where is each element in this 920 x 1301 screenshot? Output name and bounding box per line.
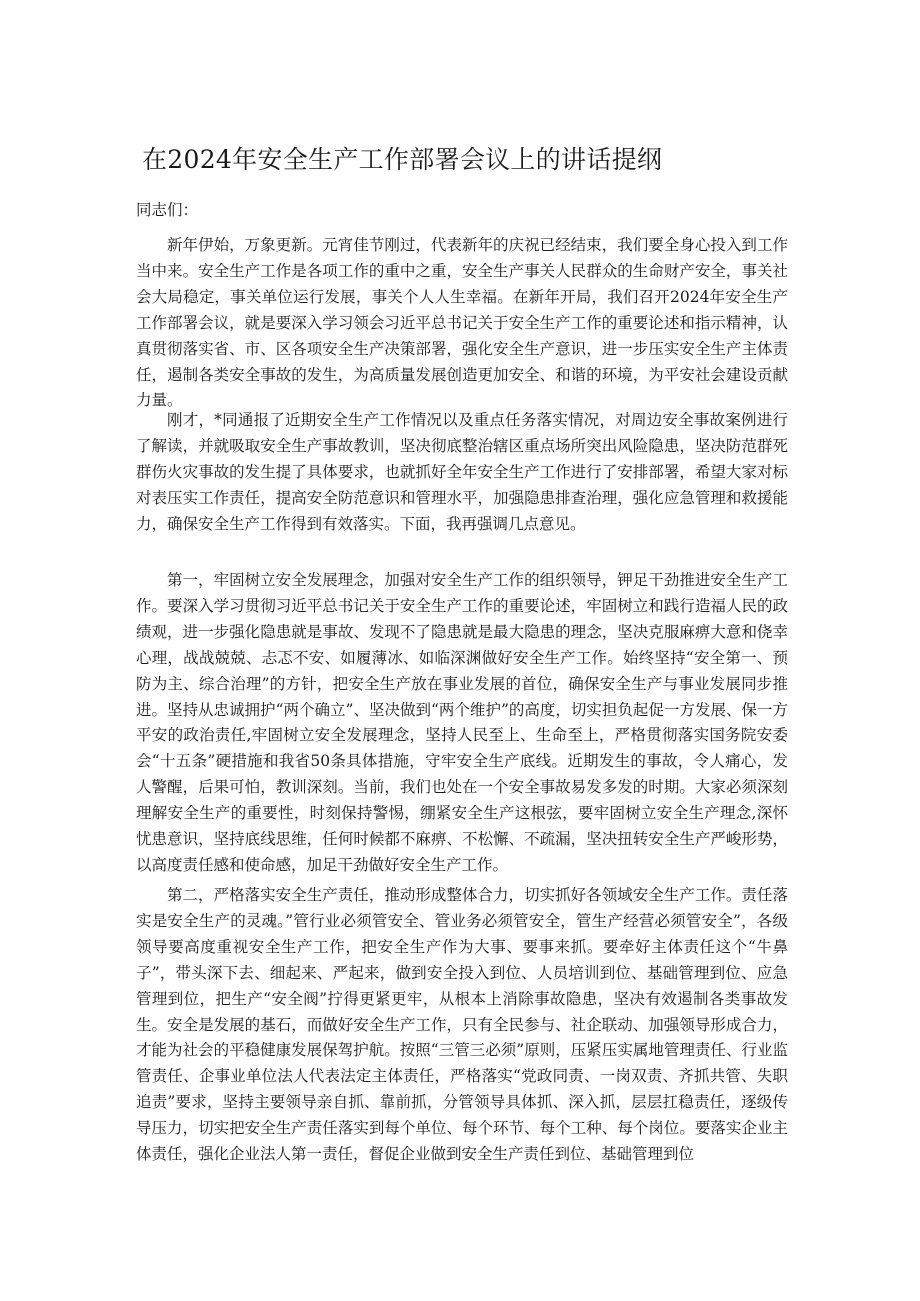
document-title: 在2024年安全生产工作部署会议上的讲话提纲 — [142, 145, 663, 174]
paragraph-opening: 新年伊始，万象更新。元宵佳节刚过，代表新年的庆祝已经结束，我们要全身心投入到工作当中来。安全生产工作是各项工作的重中之重，安全生产事关人民群众的生命财产安全，事关社会大局稳定，事关单位运行发展，事关个人人生幸福。在新年开局，我们召开2024年安全生产工作部署会议，就是要深入学习领会习近平总书记关于安全生产工作的重要论述和指示精神，认真贯彻落实省、市、区各项安全生产决策部署，强化安全生产意识，进一步压实安全生产主体责任，遏制各类安全事故的发生，为高质量发展创造更加安全、和谐的环境，为平安社会建设贡献力量。 — [136, 236, 788, 410]
salutation: 同志们： — [136, 201, 199, 219]
paragraph-point-one: 第一，牢固树立安全发展理念，加强对安全生产工作的组织领导，钾足干劲推进安全生产工作。要深入学习贯彻习近平总书记关于安全生产工作的重要论述，牢固树立和践行造福人民的政绩观，进一步强化隐患就是事故、发现不了隐患就是最大隐患的理念，坚决克服麻痹大意和侥幸心理，战战兢兢、忐忑不安、如履薄冰、如临深渊做好安全生产工作。始终坚持“安全第一、预防为主、综合治理”的方针，把安全生产放在事业发展的首位，确保安全生产与事业发展同步推进。坚持从忠诚拥护“两个确立”、坚决做到“两个维护”的高度，切实担负起促一方发展、保一方平安的政治责任,牢固树立安全发展理念，坚持人民至上、生命至上，严格贯彻落实国务院安委会“十五条”硬措施和我省50条具体措施，守牢安全生产底线。近期发生的事故，令人痛心，发人警醒，后果可怕，教训深刻。当前，我们也处在一个安全事故易发多发的时期。大家必须深刻理解安全生产的重要性，时刻保持警惕，绷紧安全生产这根弦，要牢固树立安全生产理念,深怀忧患意识，坚持底线思维，任何时候都不麻痹、不松懈、不疏漏，坚决扭转安全生产严峻形势，以高度责任感和使命感，加足干劲做好安全生产工作。 — [136, 571, 788, 874]
paragraph-review: 刚才，*同通报了近期安全生产工作情况以及重点任务落实情况，对周边安全事故案例进行了解读，并就吸取安全生产事故教训，坚决彻底整治辖区重点场所突出风险隐患，坚决防范群死群伤火灾事故的发生提了具体要求，也就抓好全年安全生产工作进行了安排部署，希望大家对标对表压实工作责任，提高安全防范意识和管理水平，加强隐患排查治理，强化应急管理和救援能力，确保安全生产工作得到有效落实。下面，我再强调几点意见。 — [136, 411, 788, 533]
paragraph-point-two: 第二，严格落实安全生产责任，推动形成整体合力，切实抓好各领域安全生产工作。责任落实是安全生产的灵魂。”管行业必须管安全、管业务必须管安全，管生产经营必须管安全”，各级领导要高度重视安全生产工作，把安全生产作为大事、要事来抓。要牵好主体责任这个“牛鼻子”，带头深下去、细起来、严起来，做到安全投入到位、人员培训到位、基础管理到位、应急管理到位，把生产“安全阀”拧得更紧更牢，从根本上消除事故隐患，坚决有效遏制各类事故发生。安全是发展的基石，而做好安全生产工作，只有全民参与、社企联动、加强领导形成合力，才能为社会的平稳健康发展保驾护航。按照“三管三必须”原则，压紧压实属地管理责任、行业监管责任、企事业单位法人代表法定主体责任，严格落实“党政同责、一岗双责、齐抓共管、失职追责”要求，坚持主要领导亲自抓、靠前抓，分管领导具体抓、深入抓，层层扛稳责任，逐级传导压力，切实把安全生产责任落实到每个单位、每个环节、每个工种、每个岗位。要落实企业主体责任，强化企业法人第一责任，督促企业做到安全生产责任到位、基础管理到位 — [136, 886, 788, 1164]
